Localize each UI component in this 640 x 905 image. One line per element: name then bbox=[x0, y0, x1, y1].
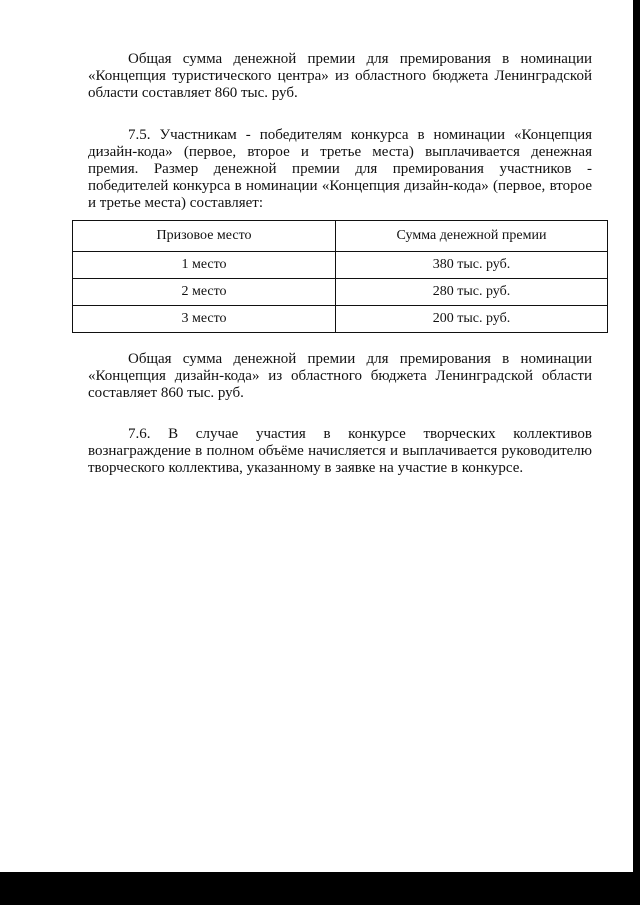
table-cell-place: 2 место bbox=[73, 279, 336, 306]
paragraph-7-6: 7.6. В случае участия в конкурсе творческих коллективов вознаграждение в полном объёме начисляется и выплачивается руководителю творческого коллектива, указанному в заявке на участие в конкурсе. bbox=[88, 426, 592, 476]
scan-edge-right bbox=[633, 0, 640, 872]
table-row bbox=[73, 252, 608, 279]
column-header-amount: Сумма денежной премии bbox=[336, 221, 608, 252]
paragraph-prize-total-design-code: Общая сумма денежной премии для премирования в номинации «Концепция дизайн-кода» из областного бюджета Ленинградской области составляет 860 тыс. руб. bbox=[88, 351, 592, 401]
column-header-place: Призовое место bbox=[73, 221, 336, 252]
scan-edge-bottom bbox=[0, 872, 640, 905]
paragraph-prize-total-tourist-center: Общая сумма денежной премии для премирования в номинации «Концепция туристического центра» из областного бюджета Ленинградской области составляет 860 тыс. руб. bbox=[88, 51, 592, 101]
table-row bbox=[73, 306, 608, 333]
table-cell-place: 1 место bbox=[73, 252, 336, 279]
table-cell-place: 3 место bbox=[73, 306, 336, 333]
table-cell-amount: 380 тыс. руб. bbox=[336, 252, 608, 279]
table-cell-amount: 200 тыс. руб. bbox=[336, 306, 608, 333]
table-cell-amount: 280 тыс. руб. bbox=[336, 279, 608, 306]
table-header-row bbox=[73, 221, 608, 252]
table-row bbox=[73, 279, 608, 306]
prize-table bbox=[72, 220, 608, 333]
paragraph-7-5: 7.5. Участникам - победителям конкурса в номинации «Концепция дизайн-кода» (первое, второе и третье места) выплачивается денежная премия. Размер денежной премии для премирования участников - победителей конкурса в номинации «Концепция дизайн-кода» (первое, второе и третье места) составляет: bbox=[88, 127, 592, 211]
